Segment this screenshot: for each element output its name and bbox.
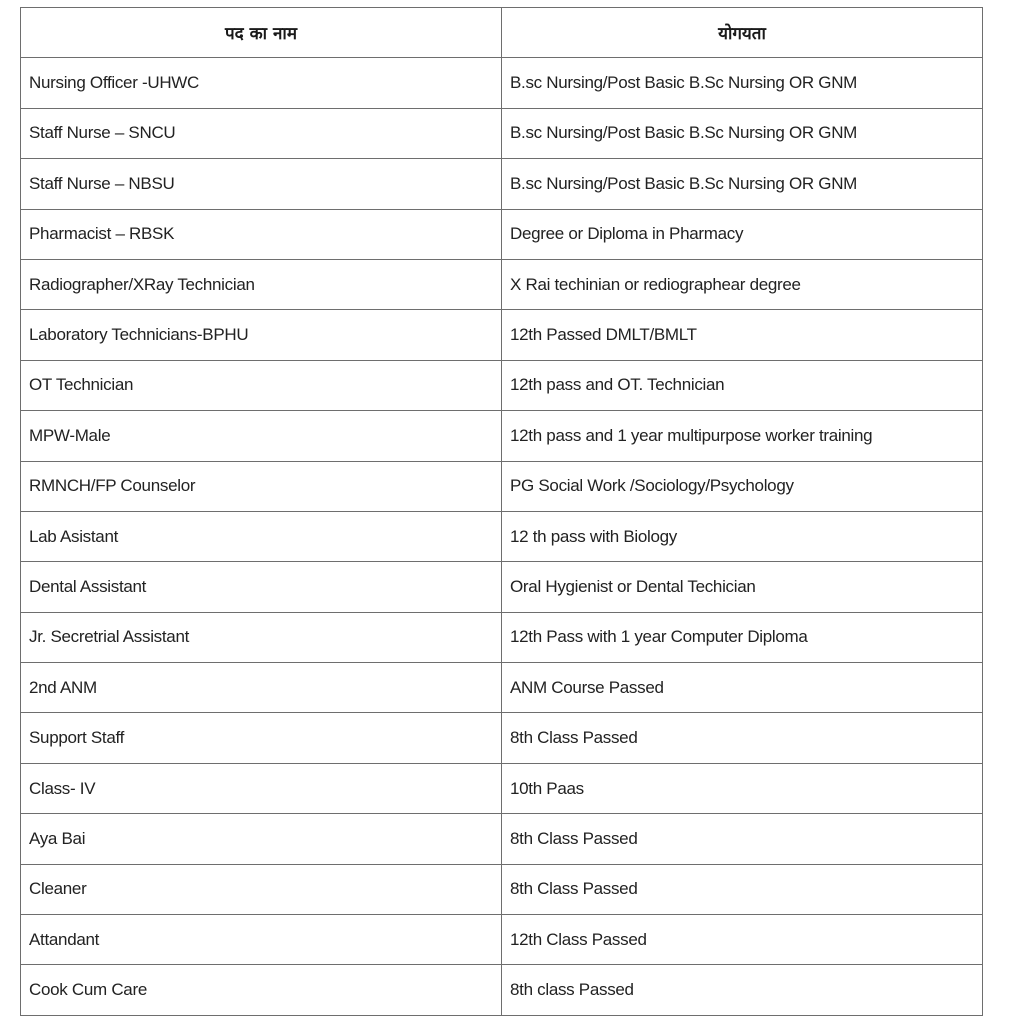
qualification-cell: 8th Class Passed [502, 864, 983, 914]
qualification-cell: 12th Class Passed [502, 915, 983, 965]
qualification-cell: 8th class Passed [502, 965, 983, 1015]
qualification-cell: 12th Pass with 1 year Computer Diploma [502, 612, 983, 662]
table-body [21, 58, 983, 1015]
table-row [21, 209, 983, 259]
header-row [21, 8, 983, 58]
post-name-cell: Class- IV [21, 763, 502, 813]
post-name-cell: Laboratory Technicians-BPHU [21, 310, 502, 360]
qualification-cell: X Rai techinian or rediographear degree [502, 259, 983, 309]
post-name-cell: Lab Asistant [21, 511, 502, 561]
qualification-cell: B.sc Nursing/Post Basic B.Sc Nursing OR GNM [502, 159, 983, 209]
qualification-cell: 8th Class Passed [502, 713, 983, 763]
header-qualification: योगयता [502, 8, 983, 58]
qualification-cell: 12th pass and OT. Technician [502, 360, 983, 410]
qualification-cell: Oral Hygienist or Dental Techician [502, 562, 983, 612]
qualification-cell: 12th pass and 1 year multipurpose worker training [502, 411, 983, 461]
table-row [21, 965, 983, 1015]
table-row [21, 259, 983, 309]
post-name-cell: Pharmacist – RBSK [21, 209, 502, 259]
qualification-cell: Degree or Diploma in Pharmacy [502, 209, 983, 259]
table-row [21, 713, 983, 763]
post-name-cell: Attandant [21, 915, 502, 965]
post-name-cell: 2nd ANM [21, 663, 502, 713]
table-row [21, 562, 983, 612]
table-row [21, 612, 983, 662]
table-row [21, 360, 983, 410]
qualification-cell: 12 th pass with Biology [502, 511, 983, 561]
table-row [21, 58, 983, 108]
post-name-cell: Nursing Officer -UHWC [21, 58, 502, 108]
table-row [21, 108, 983, 158]
post-name-cell: MPW-Male [21, 411, 502, 461]
header-post-name: पद का नाम [21, 8, 502, 58]
table-row [21, 915, 983, 965]
qualification-cell: 12th Passed DMLT/BMLT [502, 310, 983, 360]
qualification-cell: 10th Paas [502, 763, 983, 813]
post-name-cell: Jr. Secretrial Assistant [21, 612, 502, 662]
post-name-cell: RMNCH/FP Counselor [21, 461, 502, 511]
qualification-cell: B.sc Nursing/Post Basic B.Sc Nursing OR GNM [502, 58, 983, 108]
post-name-cell: Staff Nurse – NBSU [21, 159, 502, 209]
post-name-cell: Staff Nurse – SNCU [21, 108, 502, 158]
qualification-cell: PG Social Work /Sociology/Psychology [502, 461, 983, 511]
table-row [21, 411, 983, 461]
table-row [21, 814, 983, 864]
table-row [21, 461, 983, 511]
post-name-cell: Support Staff [21, 713, 502, 763]
post-name-cell: Cleaner [21, 864, 502, 914]
post-name-cell: Aya Bai [21, 814, 502, 864]
post-name-cell: Cook Cum Care [21, 965, 502, 1015]
table-row [21, 310, 983, 360]
table-row [21, 663, 983, 713]
qualification-table [20, 7, 983, 1016]
table-row [21, 159, 983, 209]
table-row [21, 864, 983, 914]
qualification-cell: 8th Class Passed [502, 814, 983, 864]
table-row [21, 763, 983, 813]
post-name-cell: Dental Assistant [21, 562, 502, 612]
post-name-cell: OT Technician [21, 360, 502, 410]
table-header [21, 8, 983, 58]
table-row [21, 511, 983, 561]
post-name-cell: Radiographer/XRay Technician [21, 259, 502, 309]
qualification-cell: B.sc Nursing/Post Basic B.Sc Nursing OR GNM [502, 108, 983, 158]
qualification-cell: ANM Course Passed [502, 663, 983, 713]
